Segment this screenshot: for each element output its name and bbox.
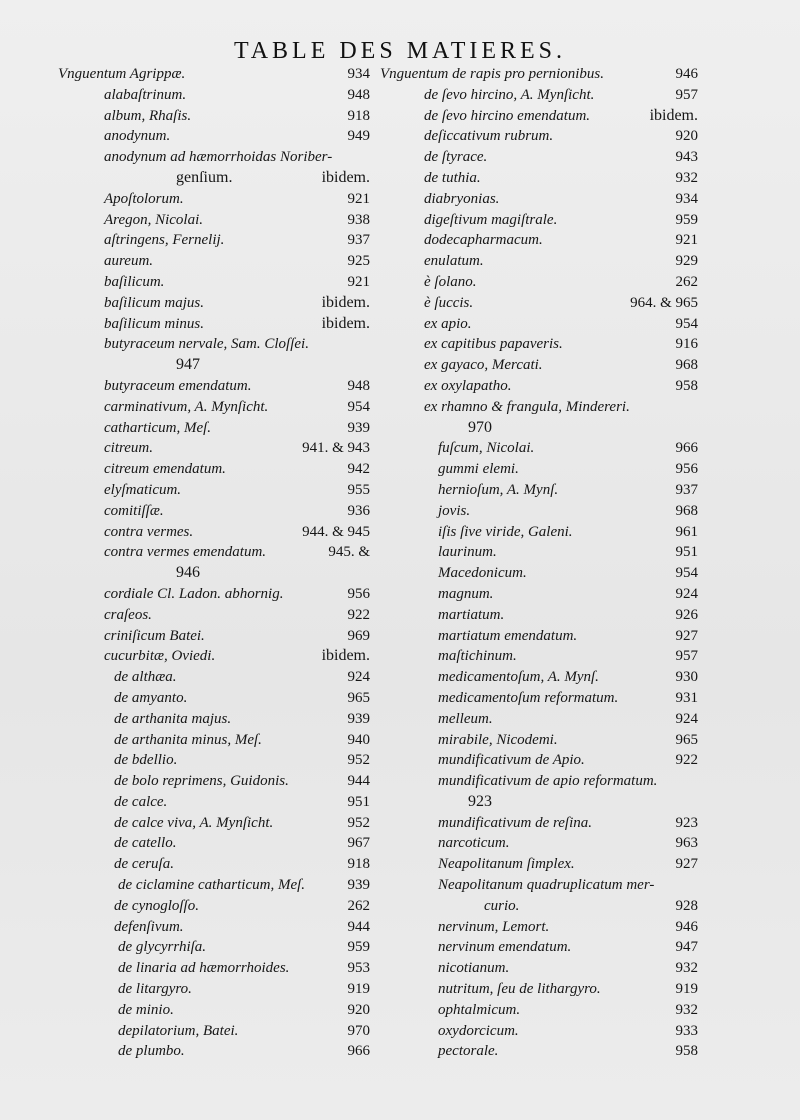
page-reference: 948 xyxy=(347,377,370,394)
index-term: de bdellio. xyxy=(114,752,178,769)
index-term: martiatum. xyxy=(438,606,505,623)
index-term: 947 xyxy=(176,356,200,374)
index-entry xyxy=(58,438,370,459)
index-term: 946 xyxy=(176,564,200,582)
page-reference: 940 xyxy=(347,731,370,748)
page-reference: 968 xyxy=(675,357,698,374)
page-reference: 936 xyxy=(347,502,370,519)
page-reference: 948 xyxy=(347,86,370,103)
index-term: anodynum. xyxy=(104,128,171,145)
index-term: de glycyrrhiſa. xyxy=(118,939,207,956)
index-term: maſtichinum. xyxy=(438,648,517,665)
index-entry xyxy=(380,605,698,626)
page-reference: 939 xyxy=(347,419,370,436)
index-term: ex rhamno & frangula, Mindereri. xyxy=(424,398,630,415)
page-reference: 943 xyxy=(675,149,698,166)
page-reference: 954 xyxy=(675,565,698,582)
index-term: craſeos. xyxy=(104,606,152,623)
index-term: narcoticum. xyxy=(438,835,510,852)
index-term: de bolo reprimens, Guidonis. xyxy=(114,773,289,790)
page-reference: 921 xyxy=(347,190,370,207)
index-entry xyxy=(380,501,698,522)
index-term: baſilicum. xyxy=(104,273,165,290)
index-entry xyxy=(380,480,698,501)
index-term: de ceruſa. xyxy=(114,856,174,873)
page-reference: 931 xyxy=(675,689,698,706)
index-entry xyxy=(380,875,698,896)
index-entry xyxy=(380,979,698,1000)
page-reference: 956 xyxy=(675,461,698,478)
index-entry xyxy=(58,334,370,355)
page-reference: ibidem. xyxy=(321,647,370,665)
page-reference: 944 xyxy=(347,773,370,790)
page-reference: 938 xyxy=(347,211,370,228)
page-reference: 262 xyxy=(347,897,370,914)
index-entry xyxy=(380,147,698,168)
page-reference: 944 xyxy=(347,918,370,935)
index-entry xyxy=(58,730,370,751)
index-entry xyxy=(380,126,698,147)
index-term: jovis. xyxy=(438,502,471,519)
index-entry xyxy=(58,501,370,522)
index-term: iſis ſive viride, Galeni. xyxy=(438,523,573,540)
index-entry xyxy=(380,542,698,563)
index-entry xyxy=(380,355,698,376)
index-term: de amyanto. xyxy=(114,689,188,706)
index-term: ex apio. xyxy=(424,315,472,332)
index-term: nicotianum. xyxy=(438,960,510,977)
index-entry xyxy=(380,397,698,418)
index-entry xyxy=(380,522,698,543)
page-reference: 922 xyxy=(675,752,698,769)
page-reference: 926 xyxy=(675,606,698,623)
page-reference: 930 xyxy=(675,669,698,686)
index-term: martiatum emendatum. xyxy=(438,627,578,644)
index-entry xyxy=(58,355,370,376)
page-reference: 959 xyxy=(675,211,698,228)
index-entry xyxy=(58,875,370,896)
page-reference: 966 xyxy=(675,440,698,457)
index-entry xyxy=(380,168,698,189)
index-entry xyxy=(380,314,698,335)
index-entry xyxy=(380,418,698,439)
index-term: de ſtyrace. xyxy=(424,149,488,166)
index-term: Neapolitanum ſimplex. xyxy=(438,856,575,873)
index-entry xyxy=(58,813,370,834)
index-entry xyxy=(58,293,370,314)
page-reference: 961 xyxy=(675,523,698,540)
page-reference: 952 xyxy=(347,814,370,831)
page-reference: 939 xyxy=(347,710,370,727)
page-reference: 952 xyxy=(347,752,370,769)
page-reference: 923 xyxy=(675,814,698,831)
page-reference: 957 xyxy=(675,648,698,665)
index-entry xyxy=(380,792,698,813)
page-reference: 965 xyxy=(347,689,370,706)
index-entry xyxy=(58,958,370,979)
index-entry xyxy=(58,397,370,418)
index-term: melleum. xyxy=(438,710,493,727)
index-term: ex capitibus papaveris. xyxy=(424,336,563,353)
page-reference: 918 xyxy=(347,107,370,124)
index-entry xyxy=(58,605,370,626)
index-term: de catello. xyxy=(114,835,177,852)
index-entry xyxy=(58,979,370,1000)
page-reference: 920 xyxy=(347,1001,370,1018)
page-reference: 929 xyxy=(675,253,698,270)
index-term: nervinum emendatum. xyxy=(438,939,572,956)
page-reference: ibidem. xyxy=(321,168,370,186)
page-reference: 937 xyxy=(347,232,370,249)
index-term: cordiale Cl. Ladon. abhornig. xyxy=(104,585,284,602)
index-entry xyxy=(58,459,370,480)
page-reference: 970 xyxy=(347,1022,370,1039)
index-term: de cynogloſſo. xyxy=(114,897,199,914)
index-term: ex gayaco, Mercati. xyxy=(424,357,543,374)
index-term: defenſivum. xyxy=(114,918,184,935)
page-reference: 937 xyxy=(675,481,698,498)
index-term: baſilicum majus. xyxy=(104,294,204,311)
page-reference: 963 xyxy=(675,835,698,852)
index-term: 970 xyxy=(468,418,492,436)
index-term: contra vermes emendatum. xyxy=(104,544,267,561)
page-reference: 941. & 943 xyxy=(302,440,370,457)
index-entry xyxy=(380,1021,698,1042)
index-entry xyxy=(58,126,370,147)
page-reference: 953 xyxy=(347,960,370,977)
index-entry xyxy=(58,480,370,501)
page-reference: 925 xyxy=(347,253,370,270)
index-entry xyxy=(380,833,698,854)
index-entry xyxy=(380,230,698,251)
page-reference: 934 xyxy=(347,66,370,82)
index-term: Macedonicum. xyxy=(438,565,527,582)
index-term: de litargyro. xyxy=(118,981,192,998)
index-term: carminativum, A. Mynſicht. xyxy=(104,398,269,415)
page-reference: 932 xyxy=(675,960,698,977)
page-reference: ibidem. xyxy=(321,293,370,311)
index-entry xyxy=(58,85,370,106)
index-entry xyxy=(380,937,698,958)
page-reference: 922 xyxy=(347,606,370,623)
index-term: diabryonias. xyxy=(424,190,500,207)
index-term: aureum. xyxy=(104,253,154,270)
index-entry xyxy=(380,459,698,480)
page-reference: 919 xyxy=(675,981,698,998)
page-reference: 920 xyxy=(675,128,698,145)
index-entry xyxy=(380,334,698,355)
page-reference: 954 xyxy=(675,315,698,332)
page-reference: 921 xyxy=(347,273,370,290)
index-term: ophtalmicum. xyxy=(438,1001,521,1018)
index-term: Neapolitanum quadruplicatum mer- xyxy=(438,877,655,894)
index-term: contra vermes. xyxy=(104,523,194,540)
index-entry xyxy=(380,85,698,106)
index-term: aſtringens, Fernelij. xyxy=(104,232,225,249)
page-reference: 954 xyxy=(347,398,370,415)
page-reference: 939 xyxy=(347,877,370,894)
index-entry xyxy=(380,958,698,979)
index-term: laurinum. xyxy=(438,544,497,561)
page-reference: 942 xyxy=(347,461,370,478)
index-term: citreum. xyxy=(104,440,154,457)
index-entry xyxy=(58,64,370,85)
index-term: de plumbo. xyxy=(118,1043,185,1060)
index-term: catharticum, Meſ. xyxy=(104,419,212,436)
index-entry xyxy=(380,813,698,834)
index-entry xyxy=(58,251,370,272)
index-term: de calce. xyxy=(114,793,168,810)
index-entry xyxy=(58,189,370,210)
index-term: mundificativum de apio reformatum. xyxy=(438,773,658,790)
page-reference: 944. & 945 xyxy=(302,523,370,540)
page-reference: 924 xyxy=(347,669,370,686)
index-entry xyxy=(380,1041,698,1062)
index-entry xyxy=(380,854,698,875)
index-entry xyxy=(380,917,698,938)
page-reference: 951 xyxy=(675,544,698,561)
index-term: Aregon, Nicolai. xyxy=(104,211,204,228)
index-column-left xyxy=(58,64,370,1062)
page-reference: 945. & xyxy=(328,544,370,561)
page-reference: ibidem. xyxy=(649,106,698,124)
index-entry xyxy=(58,147,370,168)
index-term: medicamentoſum reformatum. xyxy=(438,689,619,706)
index-entry xyxy=(58,168,370,189)
page-reference: 919 xyxy=(347,981,370,998)
page-reference: 967 xyxy=(347,835,370,852)
index-entry xyxy=(58,896,370,917)
page-reference: 965 xyxy=(675,731,698,748)
page-reference: 947 xyxy=(675,939,698,956)
index-entry xyxy=(380,709,698,730)
page-reference: 928 xyxy=(675,897,698,914)
index-term: Vnguentum de rapis pro pernionibus. xyxy=(380,66,605,82)
index-term: medicamentoſum, A. Mynſ. xyxy=(438,669,599,686)
page-reference: 959 xyxy=(347,939,370,956)
index-entry xyxy=(380,688,698,709)
index-term: mirabile, Nicodemi. xyxy=(438,731,558,748)
index-term: de minio. xyxy=(118,1001,174,1018)
index-entry xyxy=(58,750,370,771)
index-entry xyxy=(380,730,698,751)
index-entry xyxy=(58,792,370,813)
index-entry xyxy=(380,1000,698,1021)
index-term: gummi elemi. xyxy=(438,461,519,478)
index-term: anodynum ad hæmorrhoidas Noriber- xyxy=(104,149,333,166)
page-reference: 957 xyxy=(675,86,698,103)
page-reference: ibidem. xyxy=(321,314,370,332)
index-entry xyxy=(58,522,370,543)
index-term: ex oxylapatho. xyxy=(424,377,512,394)
index-entry xyxy=(58,646,370,667)
index-term: è ſuccis. xyxy=(424,294,474,311)
index-column-right xyxy=(380,64,698,1062)
index-entry xyxy=(58,833,370,854)
index-entry xyxy=(58,563,370,584)
index-term: de tuthia. xyxy=(424,169,481,186)
index-entry xyxy=(58,1000,370,1021)
index-entry xyxy=(58,418,370,439)
index-entry xyxy=(380,210,698,231)
page-reference: 918 xyxy=(347,856,370,873)
page-reference: 958 xyxy=(675,377,698,394)
page-reference: 924 xyxy=(675,585,698,602)
index-entry xyxy=(380,293,698,314)
index-term: de ſevo hircino emendatum. xyxy=(424,107,591,124)
index-term: de calce viva, A. Mynſicht. xyxy=(114,814,274,831)
index-term: de arthanita majus. xyxy=(114,710,232,727)
index-entry xyxy=(58,709,370,730)
page-reference: 924 xyxy=(675,710,698,727)
index-term: de ciclamine catharticum, Meſ. xyxy=(118,877,306,894)
index-term: alabaſtrinum. xyxy=(104,86,187,103)
index-entry xyxy=(58,688,370,709)
index-entry xyxy=(58,272,370,293)
page-reference: 956 xyxy=(347,585,370,602)
index-entry xyxy=(380,376,698,397)
index-term: de linaria ad hæmorrhoides. xyxy=(118,960,290,977)
index-term: oxydorcicum. xyxy=(438,1022,519,1039)
index-entry xyxy=(380,272,698,293)
index-term: 923 xyxy=(468,792,492,810)
index-entry xyxy=(380,771,698,792)
index-entry xyxy=(58,584,370,605)
index-term: Apoſtolorum. xyxy=(104,190,184,207)
index-term: dodecapharmacum. xyxy=(424,232,543,249)
index-entry xyxy=(58,667,370,688)
index-term: cucurbitæ, Oviedi. xyxy=(104,648,216,665)
index-entry xyxy=(58,937,370,958)
page-reference: 262 xyxy=(675,273,698,290)
index-term: Vnguentum Agrippæ. xyxy=(58,66,186,82)
index-entry xyxy=(58,1041,370,1062)
page-reference: 916 xyxy=(675,336,698,353)
index-term: hernioſum, A. Mynſ. xyxy=(438,481,559,498)
index-term: fuſcum, Nicolai. xyxy=(438,440,535,457)
page-reference: 946 xyxy=(675,66,698,82)
index-term: deſiccativum rubrum. xyxy=(424,128,554,145)
index-term: criniſicum Batei. xyxy=(104,627,205,644)
index-entry xyxy=(380,667,698,688)
index-entry xyxy=(58,626,370,647)
page-reference: 921 xyxy=(675,232,698,249)
index-entry xyxy=(380,189,698,210)
index-term: digeſtivum magiſtrale. xyxy=(424,211,558,228)
index-term: enulatum. xyxy=(424,253,484,270)
index-term: de ſevo hircino, A. Mynſicht. xyxy=(424,86,595,103)
page-reference: 951 xyxy=(347,793,370,810)
index-term: butyraceum emendatum. xyxy=(104,377,252,394)
index-term: nutritum, ſeu de lithargyro. xyxy=(438,981,601,998)
index-entry xyxy=(380,584,698,605)
index-term: nervinum, Lemort. xyxy=(438,918,550,935)
index-entry xyxy=(380,64,698,85)
page-reference: 964. & 965 xyxy=(630,294,698,311)
index-entry xyxy=(58,376,370,397)
index-entry xyxy=(58,917,370,938)
page-reference: 932 xyxy=(675,169,698,186)
index-entry xyxy=(58,1021,370,1042)
index-term: curio. xyxy=(484,897,520,914)
index-entry xyxy=(380,646,698,667)
index-entry xyxy=(380,896,698,917)
index-entry xyxy=(58,542,370,563)
index-entry xyxy=(58,106,370,127)
index-entry xyxy=(58,210,370,231)
page-reference: 969 xyxy=(347,627,370,644)
index-entry xyxy=(58,230,370,251)
index-term: genſium. xyxy=(176,168,233,186)
page-reference: 968 xyxy=(675,502,698,519)
index-term: comitiſſæ. xyxy=(104,502,164,519)
index-term: de althæa. xyxy=(114,669,177,686)
index-entry xyxy=(380,251,698,272)
page-reference: 934 xyxy=(675,190,698,207)
index-term: mundificativum de Apio. xyxy=(438,752,585,769)
index-entry xyxy=(380,438,698,459)
index-term: butyraceum nervale, Sam. Cloſſei. xyxy=(104,336,309,353)
index-term: baſilicum minus. xyxy=(104,315,204,332)
index-term: magnum. xyxy=(438,585,494,602)
index-term: mundificativum de reſina. xyxy=(438,814,592,831)
index-term: citreum emendatum. xyxy=(104,461,226,478)
index-term: pectorale. xyxy=(438,1043,499,1060)
page-reference: 949 xyxy=(347,128,370,145)
index-term: è ſolano. xyxy=(424,273,477,290)
page-reference: 932 xyxy=(675,1001,698,1018)
page-reference: 927 xyxy=(675,627,698,644)
index-entry xyxy=(58,314,370,335)
page-reference: 958 xyxy=(675,1043,698,1060)
index-entry xyxy=(380,626,698,647)
page-reference: 966 xyxy=(347,1043,370,1060)
page-reference: 946 xyxy=(675,918,698,935)
index-term: elyſmaticum. xyxy=(104,481,182,498)
index-entry xyxy=(58,854,370,875)
index-entry xyxy=(380,563,698,584)
index-term: depilatorium, Batei. xyxy=(118,1022,239,1039)
index-term: de arthanita minus, Meſ. xyxy=(114,731,262,748)
index-entry xyxy=(380,106,698,127)
page-reference: 927 xyxy=(675,856,698,873)
page-reference: 933 xyxy=(675,1022,698,1039)
page-reference: 955 xyxy=(347,481,370,498)
index-entry xyxy=(380,750,698,771)
index-entry xyxy=(58,771,370,792)
page-title: TABLE DES MATIERES. xyxy=(233,38,567,64)
index-term: album, Rhaſis. xyxy=(104,107,192,124)
